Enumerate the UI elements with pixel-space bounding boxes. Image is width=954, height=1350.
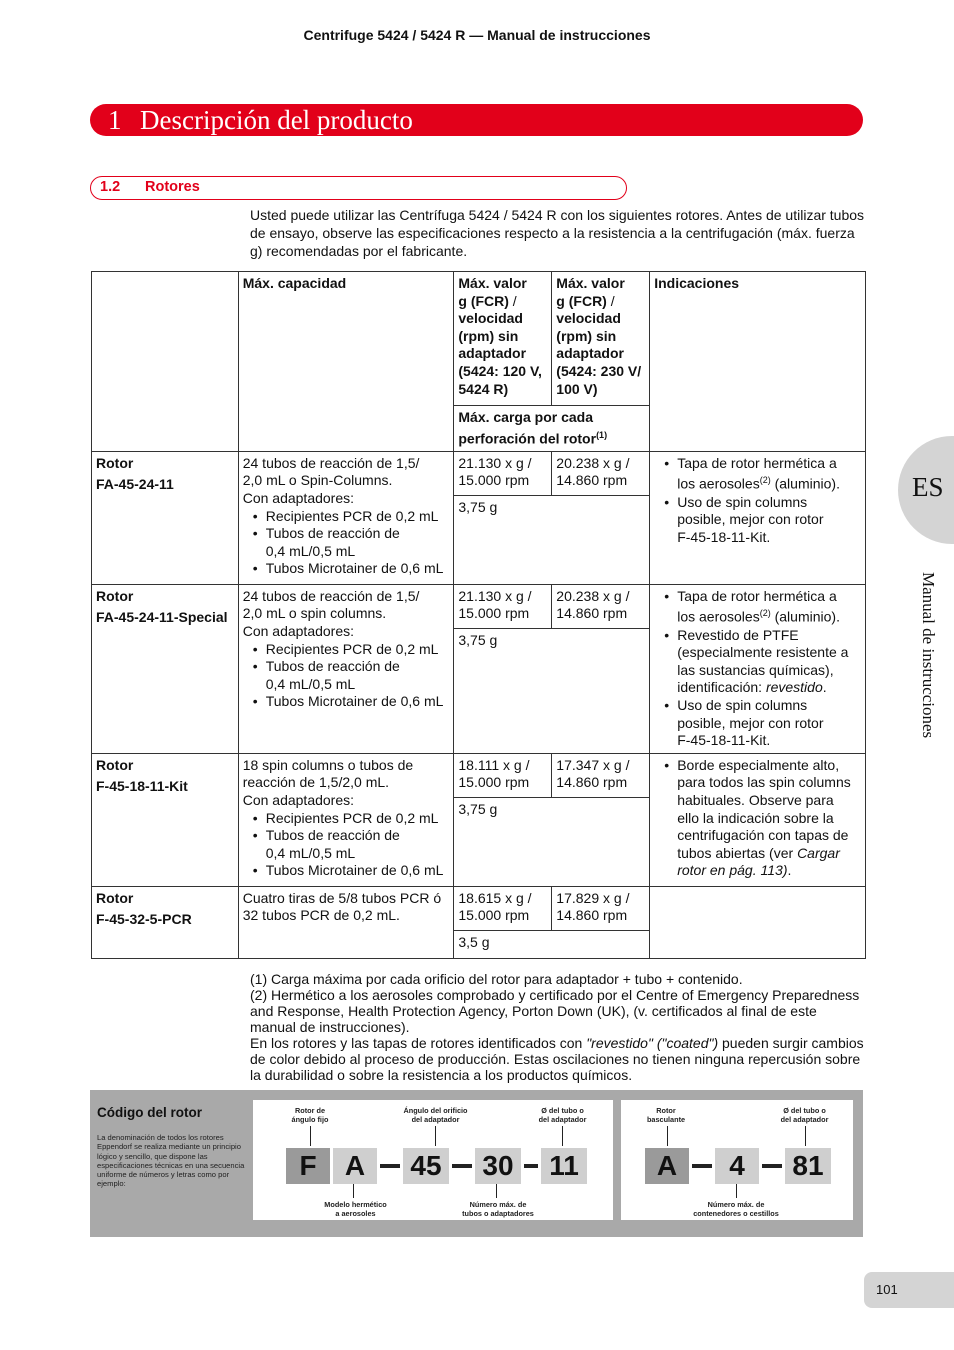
list-item: • Borde especialmente alto, para todos las spin columns habituales. Observe para ello la indicación sobre la centrifugación con tapas de tubos abiertas (ver Cargar rotor en pág. 113). <box>662 757 861 880</box>
rotor-name-cell: Rotor F-45-18-11-Kit <box>92 753 239 886</box>
list-item: • Recipientes PCR de 0,2 mL <box>251 508 450 526</box>
list-item: • Tubos de reacción de 0,4 mL/0,5 mL <box>251 658 450 693</box>
code-tube-diameter: 81 <box>785 1148 831 1184</box>
rotor-name-cell: Rotor FA-45-24-11-Special <box>92 584 239 753</box>
notes-cell-empty <box>650 886 866 958</box>
table-row <box>92 451 866 495</box>
footnote-1: (1) Carga máxima por cada orificio del rotor para adaptador + tubo + contenido. <box>250 971 743 987</box>
list-item: • Tubos Microtainer de 0,6 mL <box>251 862 450 880</box>
intro-paragraph: Usted puede utilizar las Centrífuga 5424 / 5424 R con los siguientes rotores. Antes de utilizar tubos de ensayo, observe las especificaciones respecto a la resistencia a la centrifugación (máx. fuerza g) recomendadas por el fabricante. <box>250 207 865 259</box>
rotor-table <box>91 271 866 959</box>
footnote-2: (2) Hermético a los aerosoles comprobado y certificado por el Centre of Emergency Preparedness and Response, Health Protection Agency, Porton Down (UK), (v. certificados al final de este manual de instrucciones). <box>250 987 860 1035</box>
list-item: • Revestido de PTFE (especialmente resistente a las sustancias químicas), identificación: revestido. <box>662 627 861 697</box>
table-row <box>92 584 866 628</box>
code-letter-a: A <box>333 1148 377 1184</box>
capacity-cell: 18 spin columns o tubos de reacción de 1,5/2,0 mL. Con adaptadores: • Recipientes PCR de 0,2 mL • Tubos de reacción de 0,4 mL/0,5 mL • Tubos Microtainer de 0,6 mL <box>238 753 454 886</box>
footnotes <box>250 971 865 1083</box>
fcr-230v-cell: 17.829 x g / 14.860 rpm <box>552 886 650 930</box>
header-fcr-230v: Máx. valor g (FCR) / velocidad (rpm) sin adaptador (5424: 230 V/ 100 V) <box>552 272 650 406</box>
code-angle: 45 <box>403 1148 449 1184</box>
running-title: Centrifuge 5424 / 5424 R — Manual de instrucciones <box>303 27 651 43</box>
rotor-name-cell: Rotor F-45-32-5-PCR <box>92 886 239 958</box>
fcr-120v-cell: 18.615 x g / 15.000 rpm <box>454 886 552 930</box>
fcr-120v-cell: 21.130 x g / 15.000 rpm <box>454 451 552 495</box>
load-cell: 3,75 g <box>454 797 650 886</box>
chapter-title: Descripción del producto <box>140 105 413 135</box>
label-tube-diameter: Ø del tubo o del adaptador <box>538 1106 587 1124</box>
list-item: • Tubos de reacción de 0,4 mL/0,5 mL <box>251 827 450 862</box>
table-row <box>92 886 866 930</box>
label-adapter-angle: Ángulo del orificio del adaptador <box>403 1106 468 1124</box>
code-max-buckets: 4 <box>715 1148 759 1184</box>
rotor-code-description: La denominación de todos los rotores Eppendorf se realiza mediante un principio lógico y sencillo, que dispone las especificaciones técnicas en una secuencia uniforme de números y letras como por ejemplo: <box>97 1133 245 1189</box>
list-item: • Uso de spin columns posible, mejor con rotor F-45-18-11-Kit. <box>662 697 861 750</box>
label-max-buckets: Número máx. de contenedores o cestillos <box>693 1200 779 1218</box>
code-max-tubes: 30 <box>475 1148 521 1184</box>
list-item: • Uso de spin columns posible, mejor con rotor F-45-18-11-Kit. <box>662 494 861 547</box>
load-cell: 3,75 g <box>454 495 650 584</box>
language-tab <box>898 436 954 544</box>
language-code: ES <box>912 472 944 502</box>
list-item: • Tapa de rotor hermética a los aerosoles$^{(2)}$ (aluminio). <box>662 455 861 494</box>
rotor-name-cell: Rotor FA-45-24-11 <box>92 451 239 584</box>
label-tube-diameter: Ø del tubo o del adaptador <box>780 1106 829 1124</box>
coated-note: En los rotores y las tapas de rotores identificados con "revestido" ("coated") pueden surgir cambios de color debido al proceso de producción. Estas oscilaciones no tienen ninguna repercusión sobre la durabilidad o sobre la resistencia a los productos químicos. <box>250 1035 864 1083</box>
list-item: • Tubos Microtainer de 0,6 mL <box>251 693 450 711</box>
fcr-230v-cell: 20.238 x g / 14.860 rpm <box>552 451 650 495</box>
header-notes: Indicaciones <box>650 272 866 452</box>
fcr-120v-cell: 18.111 x g / 15.000 rpm <box>454 753 552 797</box>
fcr-120v-cell: 21.130 x g / 15.000 rpm <box>454 584 552 628</box>
header-empty-cell <box>92 272 239 452</box>
label-max-tubes: Número máx. de tubos o adaptadores <box>462 1200 534 1218</box>
notes-cell <box>650 584 866 753</box>
list-item: • Recipientes PCR de 0,2 mL <box>251 810 450 828</box>
fcr-230v-cell: 20.238 x g / 14.860 rpm <box>552 584 650 628</box>
code-letter-f: F <box>286 1148 330 1184</box>
label-swing-rotor: Rotor basculante <box>646 1106 686 1124</box>
table-header-row <box>92 272 866 406</box>
section-number: 1.2 <box>100 179 121 195</box>
side-manual-label: Manual de instrucciones <box>919 572 938 739</box>
list-item: • Tubos Microtainer de 0,6 mL <box>251 560 450 578</box>
swing-bucket-code-example <box>621 1100 853 1220</box>
chapter-number: 1 <box>108 105 122 135</box>
code-tube-diameter: 11 <box>541 1148 587 1184</box>
fixed-angle-code-example <box>253 1100 613 1220</box>
capacity-cell: 24 tubos de reacción de 1,5/ 2,0 mL o Spin-Columns. Con adaptadores: • Recipientes PCR de 0,2 mL • Tubos de reacción de 0,4 mL/0,5 mL • Tubos Microtainer de 0,6 mL <box>238 451 454 584</box>
section-heading <box>90 176 627 200</box>
label-fixed-angle-rotor: Rotor de ángulo fijo <box>291 1106 329 1124</box>
list-item: • Tapa de rotor hermética a los aerosoles$^{(2)}$ (aluminio). <box>662 588 861 627</box>
fcr-230v-cell: 17.347 x g / 14.860 rpm <box>552 753 650 797</box>
notes-cell <box>650 753 866 886</box>
code-letter-a: A <box>645 1148 689 1184</box>
list-item: • Tubos de reacción de 0,4 mL/0,5 mL <box>251 525 450 560</box>
list-item: • Recipientes PCR de 0,2 mL <box>251 641 450 659</box>
notes-cell <box>650 451 866 584</box>
load-cell: 3,5 g <box>454 930 650 958</box>
header-load: Máx. carga por cada perforación del rotor$^{(1)}$ <box>454 406 650 452</box>
chapter-heading <box>90 104 863 136</box>
page-number: 101 <box>864 1272 954 1308</box>
capacity-cell: 24 tubos de reacción de 1,5/ 2,0 mL o spin columns. Con adaptadores: • Recipientes PCR de 0,2 mL • Tubos de reacción de 0,4 mL/0,5 mL • Tubos Microtainer de 0,6 mL <box>238 584 454 753</box>
section-title: Rotores <box>145 179 200 195</box>
table-row <box>92 753 866 797</box>
load-cell: 3,75 g <box>454 629 650 754</box>
rotor-code-title: Código del rotor <box>97 1105 202 1120</box>
capacity-cell: Cuatro tiras de 5/8 tubos PCR ó 32 tubos PCR de 0,2 mL. <box>238 886 454 958</box>
label-aerosol-tight: Modelo hermético a aerosoles <box>324 1200 387 1218</box>
header-fcr-120v: Máx. valor g (FCR) / velocidad (rpm) sin adaptador (5424: 120 V, 5424 R) <box>454 272 552 406</box>
header-capacity: Máx. capacidad <box>238 272 454 452</box>
rotor-code-panel <box>90 1090 863 1237</box>
